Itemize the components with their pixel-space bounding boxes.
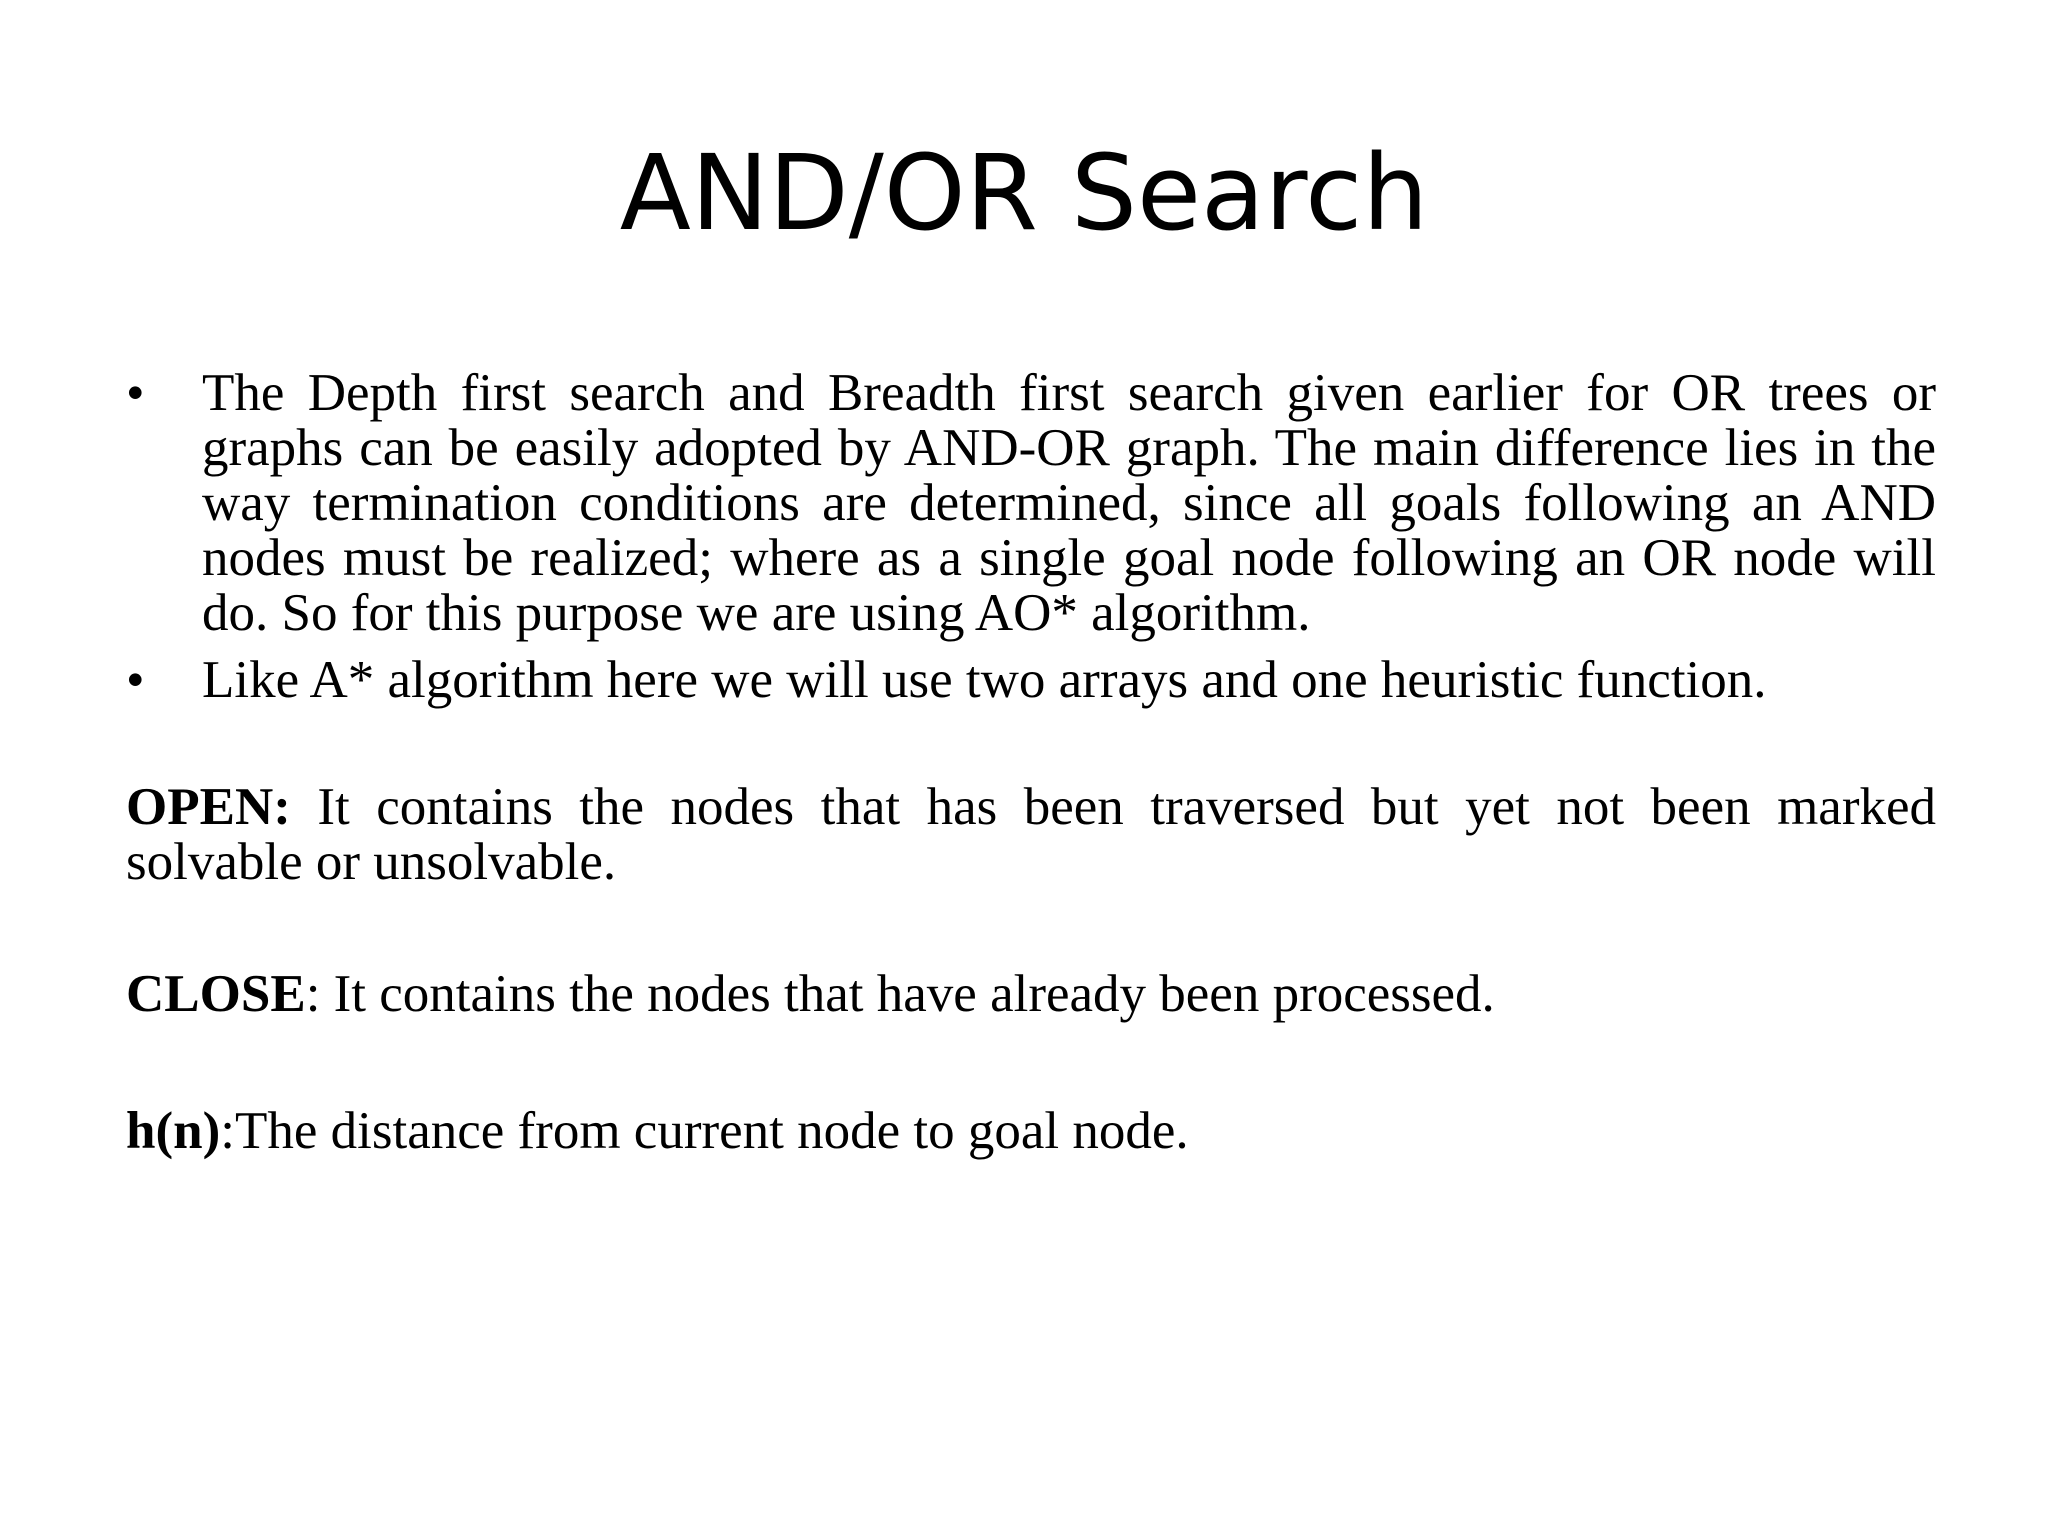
definition-term: CLOSE (126, 965, 306, 1023)
definition-text: It contains the nodes that has been traversed but yet not been marked solvable or unsolvable. (126, 778, 1936, 891)
bullet-list (126, 366, 1936, 708)
definition-text: :The distance from current node to goal node. (220, 1102, 1189, 1160)
definition-open (126, 780, 1936, 890)
bullet-text: The Depth first search and Breadth first search given earlier for OR trees or graphs can be easily adopted by AND-OR graph. The main difference lies in the way termination conditions are determined, since all goals following an AND nodes must be realized; where as a single goal node following an OR node will do. So for this purpose we are using AO* algorithm. (202, 364, 1936, 642)
bullet-item (126, 653, 1936, 708)
bullet-item (126, 366, 1936, 641)
bullet-text: Like A* algorithm here we will use two arrays and one heuristic function. (202, 651, 1767, 709)
slide-title: AND/OR Search (619, 132, 1429, 254)
definition-heuristic (126, 1104, 1936, 1159)
definition-term: h(n) (126, 1102, 221, 1160)
definition-term: OPEN: (126, 778, 291, 836)
definition-close (126, 967, 1936, 1022)
bullet-dot-icon: • (126, 364, 145, 422)
definition-text: : It contains the nodes that have already been processed. (305, 965, 1495, 1023)
slide-content (126, 366, 1936, 1159)
bullet-dot-icon: • (126, 651, 145, 709)
